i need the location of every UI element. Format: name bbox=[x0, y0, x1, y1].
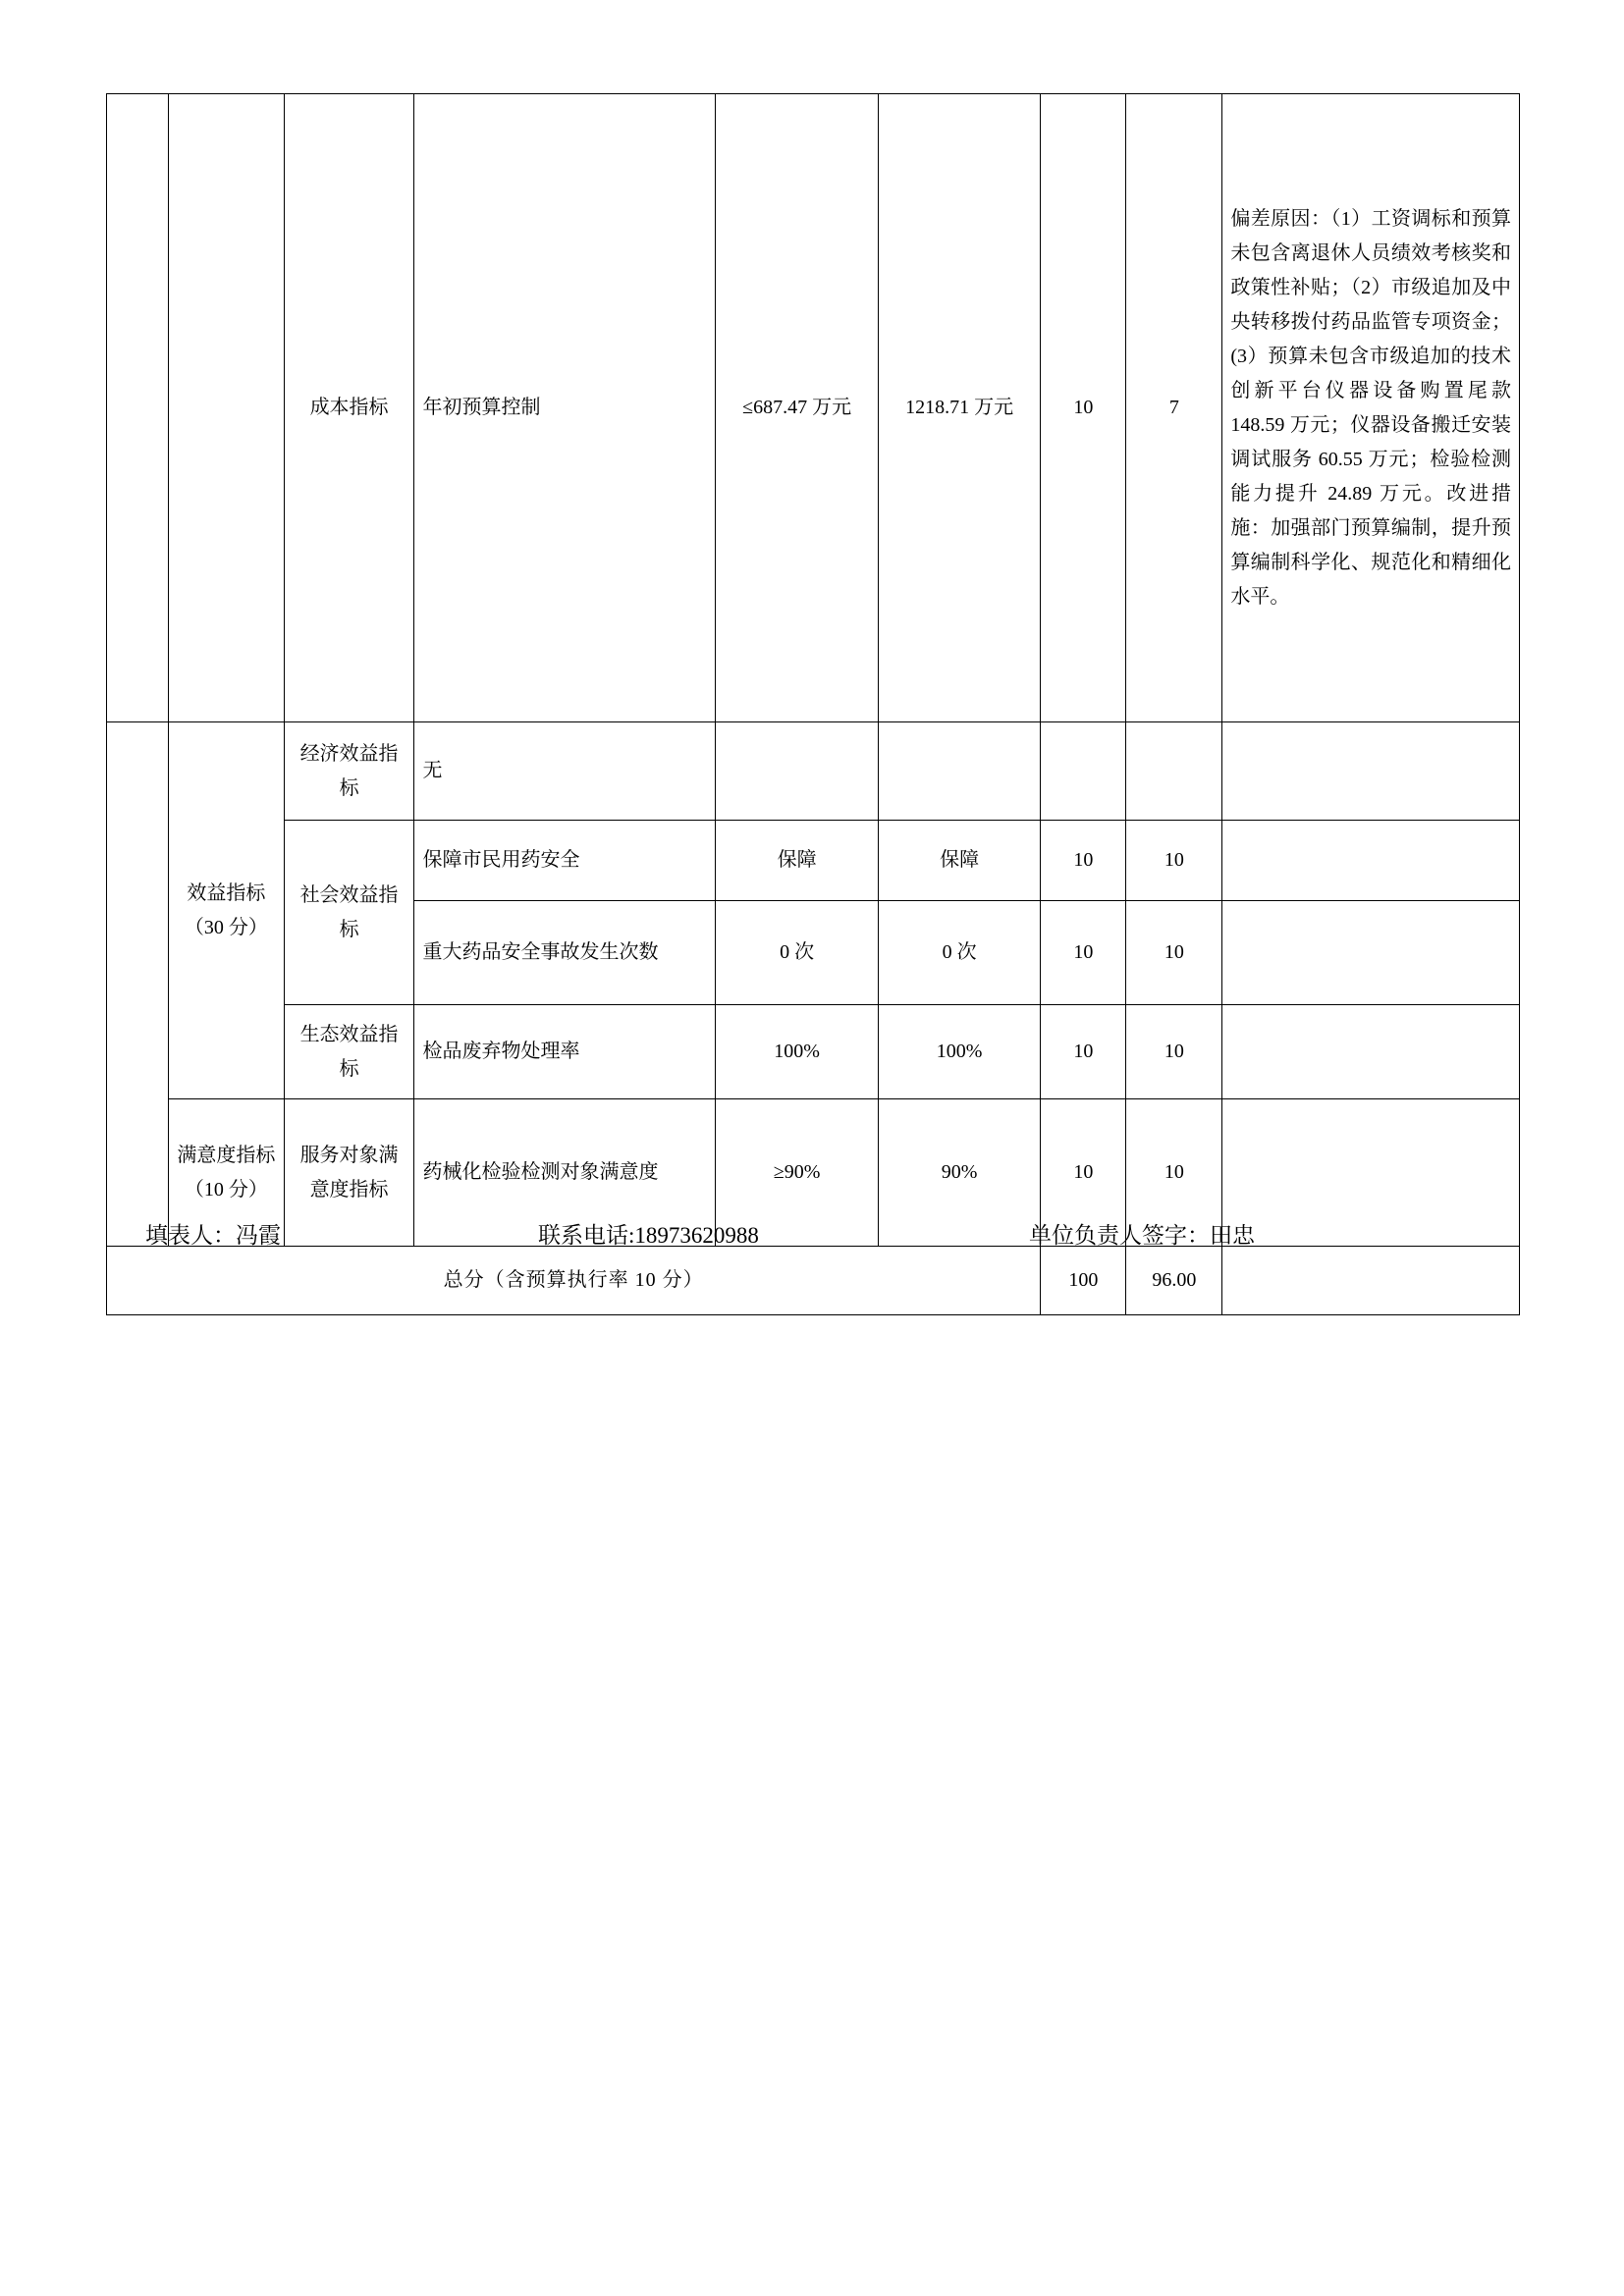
cell-indicator: 重大药品安全事故发生次数 bbox=[414, 901, 716, 1005]
cell-target: 100% bbox=[716, 1005, 878, 1099]
cell-subcategory: 经济效益指标 bbox=[284, 722, 414, 821]
filler-label: 填表人：冯霞 bbox=[145, 1223, 281, 1248]
cell-target: 保障 bbox=[716, 821, 878, 901]
cell-actual: 100% bbox=[878, 1005, 1040, 1099]
cell-got bbox=[1126, 722, 1222, 821]
cell-target: ≤687.47 万元 bbox=[716, 94, 878, 722]
cell-remark bbox=[1222, 722, 1520, 821]
table-row bbox=[107, 821, 1520, 901]
cell-indicator: 检品废弃物处理率 bbox=[414, 1005, 716, 1099]
contact-phone-label: 联系电话:18973620988 bbox=[538, 1223, 759, 1248]
cell-score: 10 bbox=[1041, 94, 1126, 722]
table-row bbox=[107, 1005, 1520, 1099]
cell-indicator: 药械化检验检测对象满意度 bbox=[414, 1099, 716, 1247]
table-row bbox=[107, 722, 1520, 821]
cell-remark bbox=[1222, 901, 1520, 1005]
total-remark bbox=[1222, 1247, 1520, 1315]
performance-indicator-table bbox=[106, 93, 1520, 1315]
cell-got: 10 bbox=[1126, 821, 1222, 901]
cell-category: 满意度指标（10 分） bbox=[169, 1099, 285, 1247]
total-got: 96.00 bbox=[1126, 1247, 1222, 1315]
cell-actual: 90% bbox=[878, 1099, 1040, 1247]
cell-score: 10 bbox=[1041, 1005, 1126, 1099]
cell-category: 效益指标（30 分） bbox=[169, 722, 285, 1099]
cell-actual: 保障 bbox=[878, 821, 1040, 901]
footer-row bbox=[106, 1217, 1520, 1250]
cell-subcategory: 成本指标 bbox=[284, 94, 414, 722]
cell-indicator: 保障市民用药安全 bbox=[414, 821, 716, 901]
cell-blank-leading bbox=[107, 94, 169, 722]
cell-indicator: 年初预算控制 bbox=[414, 94, 716, 722]
total-label: 总分（含预算执行率 10 分） bbox=[107, 1247, 1041, 1315]
cell-category bbox=[169, 94, 285, 722]
cell-got: 7 bbox=[1126, 94, 1222, 722]
table-row bbox=[107, 94, 1520, 722]
cell-target: ≥90% bbox=[716, 1099, 878, 1247]
cell-subcategory: 生态效益指标 bbox=[284, 1005, 414, 1099]
cell-got: 10 bbox=[1126, 1099, 1222, 1247]
cell-actual bbox=[878, 722, 1040, 821]
cell-got: 10 bbox=[1126, 901, 1222, 1005]
cell-target bbox=[716, 722, 878, 821]
cell-score: 10 bbox=[1041, 1099, 1126, 1247]
cell-actual: 0 次 bbox=[878, 901, 1040, 1005]
cell-remark bbox=[1222, 1005, 1520, 1099]
cell-score: 10 bbox=[1041, 901, 1126, 1005]
cell-blank-leading bbox=[107, 722, 169, 1247]
footer bbox=[106, 1217, 1520, 1250]
cell-subcategory: 服务对象满意度指标 bbox=[284, 1099, 414, 1247]
total-score: 100 bbox=[1041, 1247, 1126, 1315]
unit-head-signature-label: 单位负责人签字：田忠 bbox=[1029, 1223, 1255, 1248]
cell-score: 10 bbox=[1041, 821, 1126, 901]
cell-target: 0 次 bbox=[716, 901, 878, 1005]
cell-score bbox=[1041, 722, 1126, 821]
cell-actual: 1218.71 万元 bbox=[878, 94, 1040, 722]
cell-subcategory: 社会效益指标 bbox=[284, 821, 414, 1005]
cell-remark: 偏差原因：（1）工资调标和预算未包含离退休人员绩效考核奖和政策性补贴；（2）市级追加及中央转移拨付药品监管专项资金；(3）预算未包含市级追加的技术创新平台仪器设备购置尾款 148.59 万元；仪器设备搬迁安装调试服务 60.55 万元；检验检测能力提升 24.89 万元。改进措施：加强部门预算编制，提升预算编制科学化、规范化和精细化水平。 bbox=[1222, 94, 1520, 722]
table-row-total bbox=[107, 1247, 1520, 1315]
cell-remark bbox=[1222, 821, 1520, 901]
cell-indicator: 无 bbox=[414, 722, 716, 821]
cell-got: 10 bbox=[1126, 1005, 1222, 1099]
